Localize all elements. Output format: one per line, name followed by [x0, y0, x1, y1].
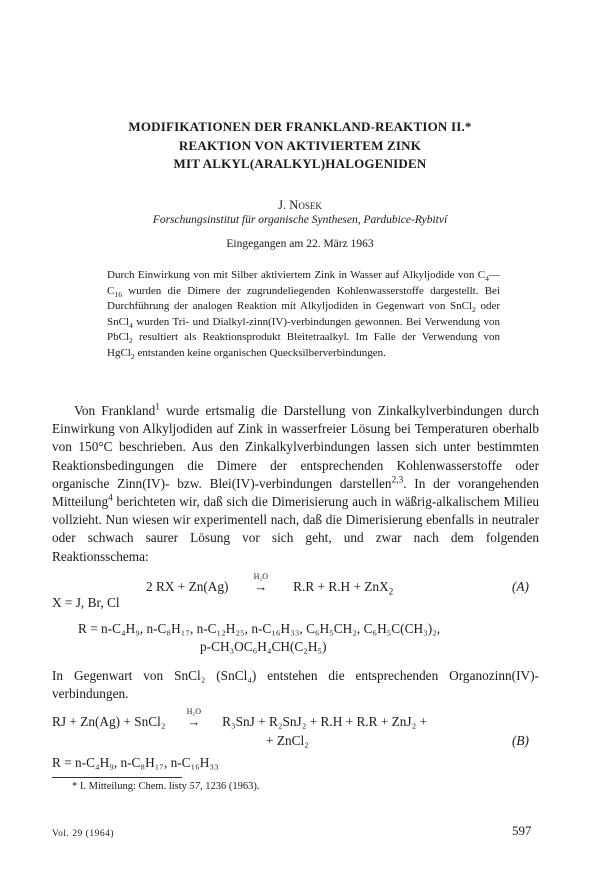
page-number: 597 — [512, 823, 532, 838]
equation-b-label: (B) — [512, 733, 529, 748]
abstract: Durch Einwirkung von mit Silber aktiviertem Zink in Wasser auf Alkyljodide von $C_4—C_{16}$ wurden die Dimere der zugrundeliegenden Kohlenwasserstoffe dargestellt. Bei Durchführung der analogen Reaktion mit Alkyljodiden in Gegenwart von SnCl$_2$ oder SnCl$_4$ wurden Tri- und Dialkyl-zinn(IV)-verbindungen gewonnen. Bei Verwendung von PbCl$_2$ resultiert als Reaktionsprodukt Bleitetraalkyl. Im Falle der Verwendung von HgCl$_2$ entstanden keine organischen Quecksilberverbindungen. — [107, 269, 500, 361]
author-initial: J. — [278, 198, 287, 212]
equation-b-rhs-line-1: R₃SnJ + R₂SnJ₂ + R.H + R.R + ZnJ₂ + — [222, 714, 428, 729]
author — [0, 198, 600, 213]
x-definition: X = J, Br, Cl — [52, 595, 120, 610]
title-line-3: MIT ALKYL(ARALKYL)HALOGENIDEN — [173, 156, 427, 171]
running-footer: Vol. 29 (1964) — [52, 829, 114, 839]
r-definition-2: R = n-C₄H₉, n-C₈H₁₇, n-C₁₆H₃₃ — [52, 755, 219, 770]
title-line-1: MODIFIKATIONEN DER FRANKLAND-REAKTION II.* — [128, 119, 472, 134]
equation-a-label: (A) — [512, 579, 529, 594]
footnote-divider — [52, 777, 182, 778]
equation-a-lhs: 2 RX + Zn(Ag) — [146, 579, 229, 594]
r-definition-line-2: p-CH₃OC₆H₄CH(C₂H₅) — [200, 639, 327, 654]
r-definition-line-1: R = n-C₄H₉, n-C₈H₁₇, n-C₁₂H₂₅, n-C₁₆H₃₃, C₆H₅CH₂, C₆H₅C(CH₃)₂, — [78, 621, 441, 636]
reaction-arrow: H₂O → — [186, 707, 201, 729]
title-line-2: REAKTION VON AKTIVIERTEM ZINK — [178, 138, 422, 153]
author-surname: Nosek — [289, 198, 322, 212]
footnote: * I. Mitteilung: Chem. listy 57, 1236 (1963). — [72, 781, 260, 792]
equation-b-rhs-line-2: + ZnCl₂ — [266, 733, 309, 748]
equation-a-rhs: R.R + R.H + ZnX — [293, 579, 389, 594]
body-paragraph-2: In Gegenwart von SnCl₂ (SnCl₄) entstehen die entsprechenden Organozinn(IV)-verbindungen. — [52, 668, 539, 702]
received-date: Eingegangen am 22. März 1963 — [226, 238, 374, 250]
body-paragraph-1: Von Frankland$^1$ wurde ertsmalig die Darstellung von Zinkalkylverbindungen durch Einwirkung von Alkyljodiden auf Zink in wasserfreier Lösung bei Temperaturen oberhalb von 150°C beschrieben. Aus den Zinkalkylverbindungen lassen sich unter bestimmten Reaktionsbedingungen die Dimere der entsprechenden Kohlenwasserstoffe oder organische Zinn(IV)- bzw. Blei(IV)-verbindungen darstellen$^{2,3}$. In der vorangehenden Mitteilung$^4$ berichteten wir, daß sich die Dimerisierung auch in wäßrig-alkalischem Milieu vollzieht. Nun wiesen wir experimentell nach, daß die Dimerisierung ebenfalls in neutraler oder schwach saurer Lösung vor sich geht, und zwar nach dem folgenden Reaktionsschema: — [52, 402, 540, 564]
equation-a: 2 RX + Zn(Ag) H₂O → R.R + R.H + ZnX$_2$ — [146, 572, 394, 598]
equation-b-lhs: RJ + Zn(Ag) + SnCl₂ — [52, 714, 166, 729]
reaction-arrow: H₂O → — [253, 572, 268, 594]
institute: Forschungsinstitut für organische Synthesen, Pardubice-Rybitví — [152, 214, 448, 226]
equation-b — [52, 707, 428, 731]
